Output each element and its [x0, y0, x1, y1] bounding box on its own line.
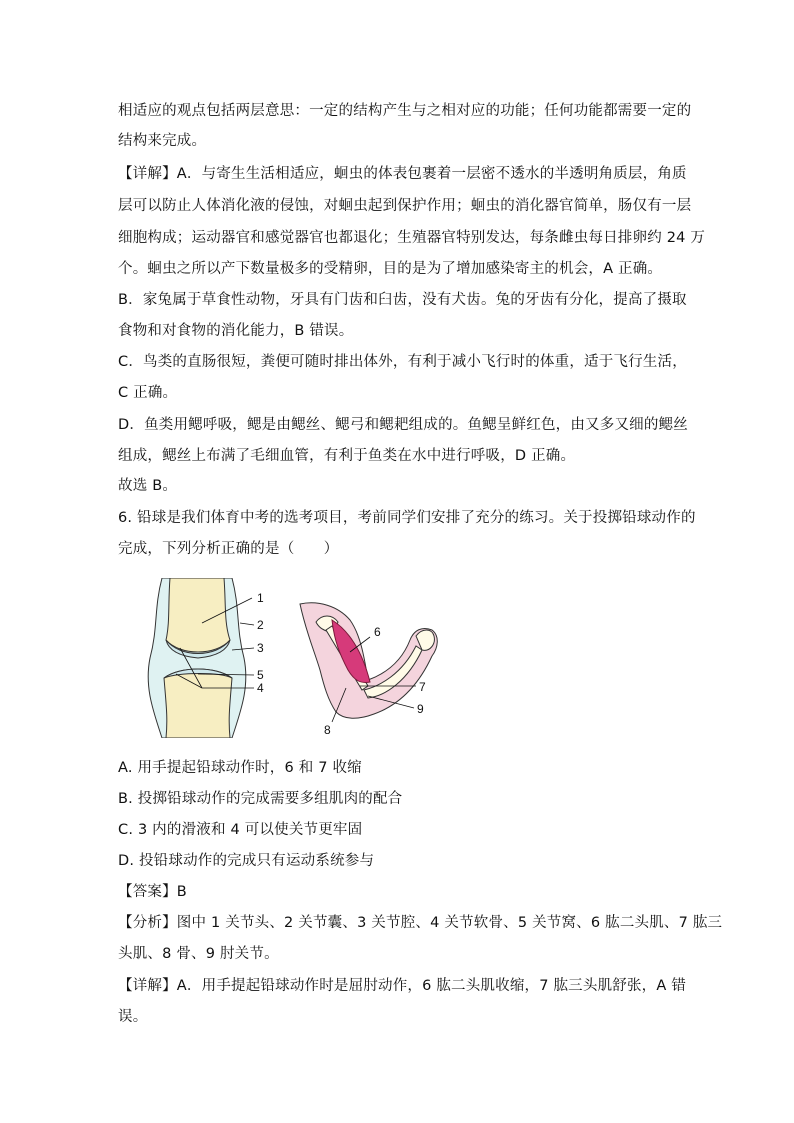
explanation-line-2: 结构来完成。 [118, 133, 207, 149]
option-b: B. 投掷铅球动作的完成需要多组肌肉的配合 [118, 791, 403, 807]
option-c-explanation-2: C 正确。 [118, 385, 178, 401]
analysis-line-2: 头肌、8 骨、9 肘关节。 [118, 946, 279, 962]
option-c: C. 3 内的滑液和 4 可以使关节更牢固 [118, 822, 363, 838]
option-b-explanation-1: B．家兔属于草食性动物，牙具有门齿和臼齿，没有犬齿。兔的牙齿有分化，提高了摄取 [118, 292, 687, 308]
arm-label-9: 9 [417, 702, 424, 716]
analysis-line-1: 【分析】图中 1 关节头、2 关节囊、3 关节腔、4 关节软骨、5 关节窝、6 肱二头肌、7 肱三 [118, 915, 723, 931]
detail-a-line-1: 【详解】A．用手提起铅球动作时是屈肘动作，6 肱二头肌收缩，7 肱三头肌舒张，A 错 [118, 978, 687, 994]
upper-bone [166, 578, 230, 652]
option-b-explanation-2: 食物和对食物的消化能力，B 错误。 [118, 323, 354, 339]
option-d-explanation-1: D．鱼类用鳃呼吸，鳃是由鳃丝、鳃弓和鳃耙组成的。鱼鳃呈鲜红色，由又多又细的鳃丝 [118, 417, 688, 433]
option-a: A. 用手提起铅球动作时，6 和 7 收缩 [118, 760, 362, 776]
joint-diagram [140, 578, 290, 738]
joint-label-5: 5 [257, 668, 264, 682]
joint-label-4: 4 [257, 681, 264, 695]
answer-line: 【答案】B [118, 884, 187, 900]
choose-answer: 故选 B。 [118, 478, 178, 494]
detail-line-4: 个。蛔虫之所以产下数量极多的受精卵，目的是为了增加感染寄主的机会，A 正确。 [118, 261, 663, 277]
arm-label-6: 6 [374, 625, 381, 639]
arm-label-7: 7 [419, 680, 426, 694]
leader-line-2 [240, 623, 254, 625]
lower-bone [164, 669, 232, 738]
joint-label-1: 1 [257, 591, 264, 605]
detail-line-3: 细胞构成；运动器官和感觉器官也都退化；生殖器官特别发达，每条雌虫每日排卵约 24 万 [118, 230, 706, 246]
joint-label-2: 2 [257, 618, 264, 632]
explanation-line-1: 相适应的观点包括两层意思：一定的结构产生与之相对应的功能；任何功能都需要一定的 [118, 103, 692, 119]
option-d: D. 投铅球动作的完成只有运动系统参与 [118, 853, 375, 869]
arm-diagram [298, 600, 450, 738]
question-stem-1: 6. 铅球是我们体育中考的选考项目，考前同学们安排了充分的练习。关于投掷铅球动作的 [118, 510, 696, 526]
detail-line-2: 层可以防止人体消化液的侵蚀，对蛔虫起到保护作用；蛔虫的消化器官简单，肠仅有一层 [118, 198, 692, 214]
option-c-explanation-1: C．鸟类的直肠很短，粪便可随时排出体外，有利于减小飞行时的体重，适于飞行生活， [118, 354, 687, 370]
option-d-explanation-2: 组成，鳃丝上布满了毛细血管，有利于鱼类在水中进行呼吸，D 正确。 [118, 448, 576, 464]
detail-a-line-2: 误。 [118, 1009, 148, 1025]
arm-label-8: 8 [324, 723, 331, 737]
detail-line-1: 【详解】A．与寄生生活相适应，蛔虫的体表包裹着一层密不透水的半透明角质层，角质 [118, 166, 687, 182]
question-stem-2: 完成，下列分析正确的是（ ） [118, 541, 339, 557]
joint-label-3: 3 [257, 641, 264, 655]
